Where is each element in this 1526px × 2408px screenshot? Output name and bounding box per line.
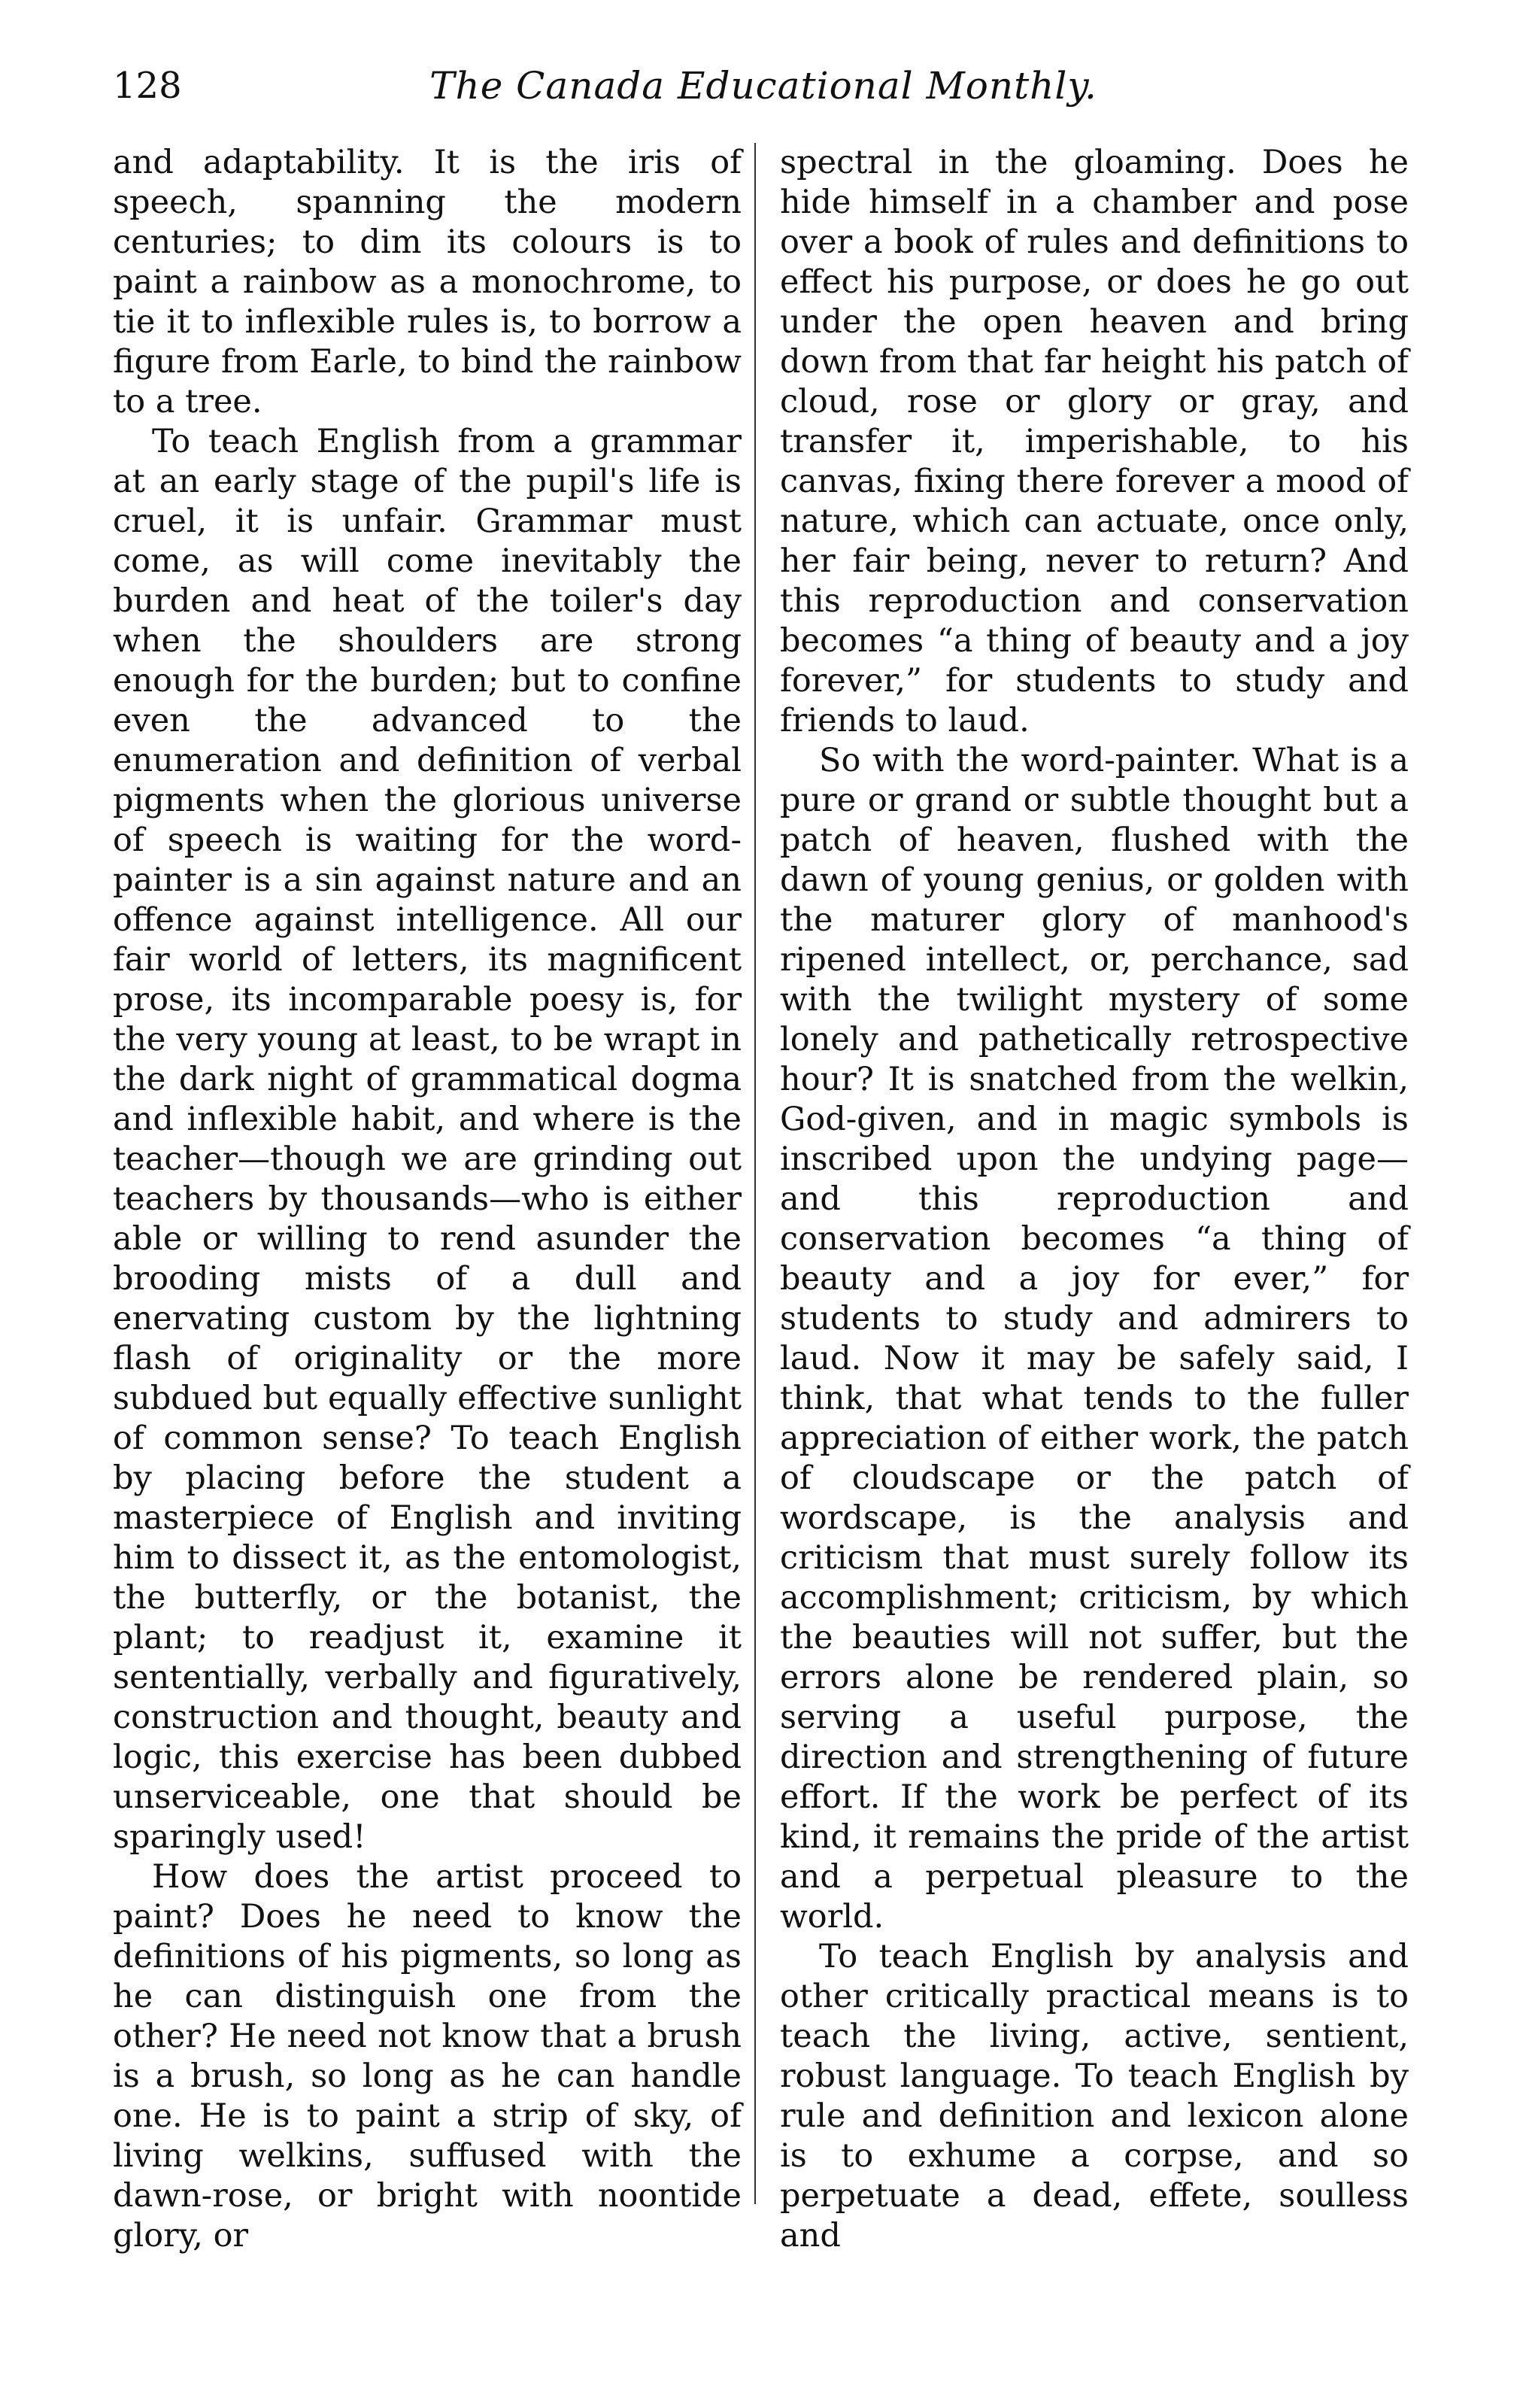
paragraph: To teach English from a grammar at an early stage of the pupil's life is cruel, it is unfair. Grammar must come, as will come inevitably the burden and heat of the toiler's day when the shoulders are strong enough for the burden; but to confine even the advanced to the enumeration and definition of verbal pigments when the glorious universe of speech is waiting for the word-painter is a sin against nature and an offence against intelligence. All our fair world of letters, its magnificent prose, its incomparable poesy is, for the very young at least, to be wrapt in the dark night of grammatical dogma and inflexible habit, and where is the teacher—though we are grinding out teachers by thousands—who is either able or willing to rend asunder the brooding mists of a dull and enervating custom by the lightning flash of originality or the more subdued but equally effective sunlight of common sense? To teach English by placing before the student a masterpiece of English and inviting him to dissect it, as the entomologist, the butterfly, or the botanist, the plant; to readjust it, examine it sententially, verbally and figuratively, construction and thought, beauty and logic, this exercise has been dubbed unserviceable, one that should be sparingly used!: [113, 423, 742, 1856]
paragraph: and adaptability. It is the iris of speech, spanning the modern centuries; to dim its colours is to paint a rainbow as a monochrome, to tie it to inflexible rules is, to borrow a figure from Earle, to bind the rainbow to a tree.: [113, 144, 742, 421]
paragraph: spectral in the gloaming. Does he hide himself in a chamber and pose over a book of rules and definitions to effect his purpose, or does he go out under the open heaven and bring down from that far height his patch of cloud, rose or glory or gray, and transfer it, imperishable, to his canvas, fixing there forever a mood of nature, which can actuate, once only, her fair being, never to return? And this reproduction and conservation becomes “a thing of beauty and a joy forever,” for students to study and friends to laud.: [780, 144, 1409, 739]
journal-title: The Canada Educational Monthly.: [429, 64, 1097, 108]
paragraph: To teach English by analysis and other critically practical means is to teach the living, active, sentient, robust language. To teach English by rule and definition and lexicon alone is to exhume a corpse, and so perpetuate a dead, effete, soulless and: [780, 1938, 1409, 2255]
column-divider: [754, 143, 756, 2204]
page-number: 128: [113, 65, 182, 107]
paragraph: How does the artist proceed to paint? Does he need to know the definitions of his pigments, so long as he can distinguish one from the other? He need not know that a brush is a brush, so long as he can handle one. He is to paint a strip of sky, of living welkins, suffused with the dawn-rose, or bright with noontide glory, or: [113, 1858, 742, 2255]
paragraph: So with the word-painter. What is a pure or grand or subtle thought but a patch of heaven, flushed with the dawn of young genius, or golden with the maturer glory of manhood's ripened intellect, or, perchance, sad with the twilight mystery of some lonely and pathetically retrospective hour? It is snatched from the welkin, God-given, and in magic symbols is inscribed upon the undying page—and this reproduction and conservation becomes “a thing of beauty and a joy for ever,” for students to study and admirers to laud. Now it may be safely said, I think, that what tends to the fuller appreciation of either work, the patch of cloudscape or the patch of wordscape, is the analysis and criticism that must surely follow its accomplishment; criticism, by which the beauties will not suffer, but the errors alone be rendered plain, so serving a useful purpose, the direction and strengthening of future effort. If the work be perfect of its kind, it remains the pride of the artist and a perpetual pleasure to the world.: [780, 742, 1409, 1936]
running-head: [113, 63, 1414, 123]
right-column: [780, 143, 1409, 2255]
left-column: [113, 143, 742, 2255]
